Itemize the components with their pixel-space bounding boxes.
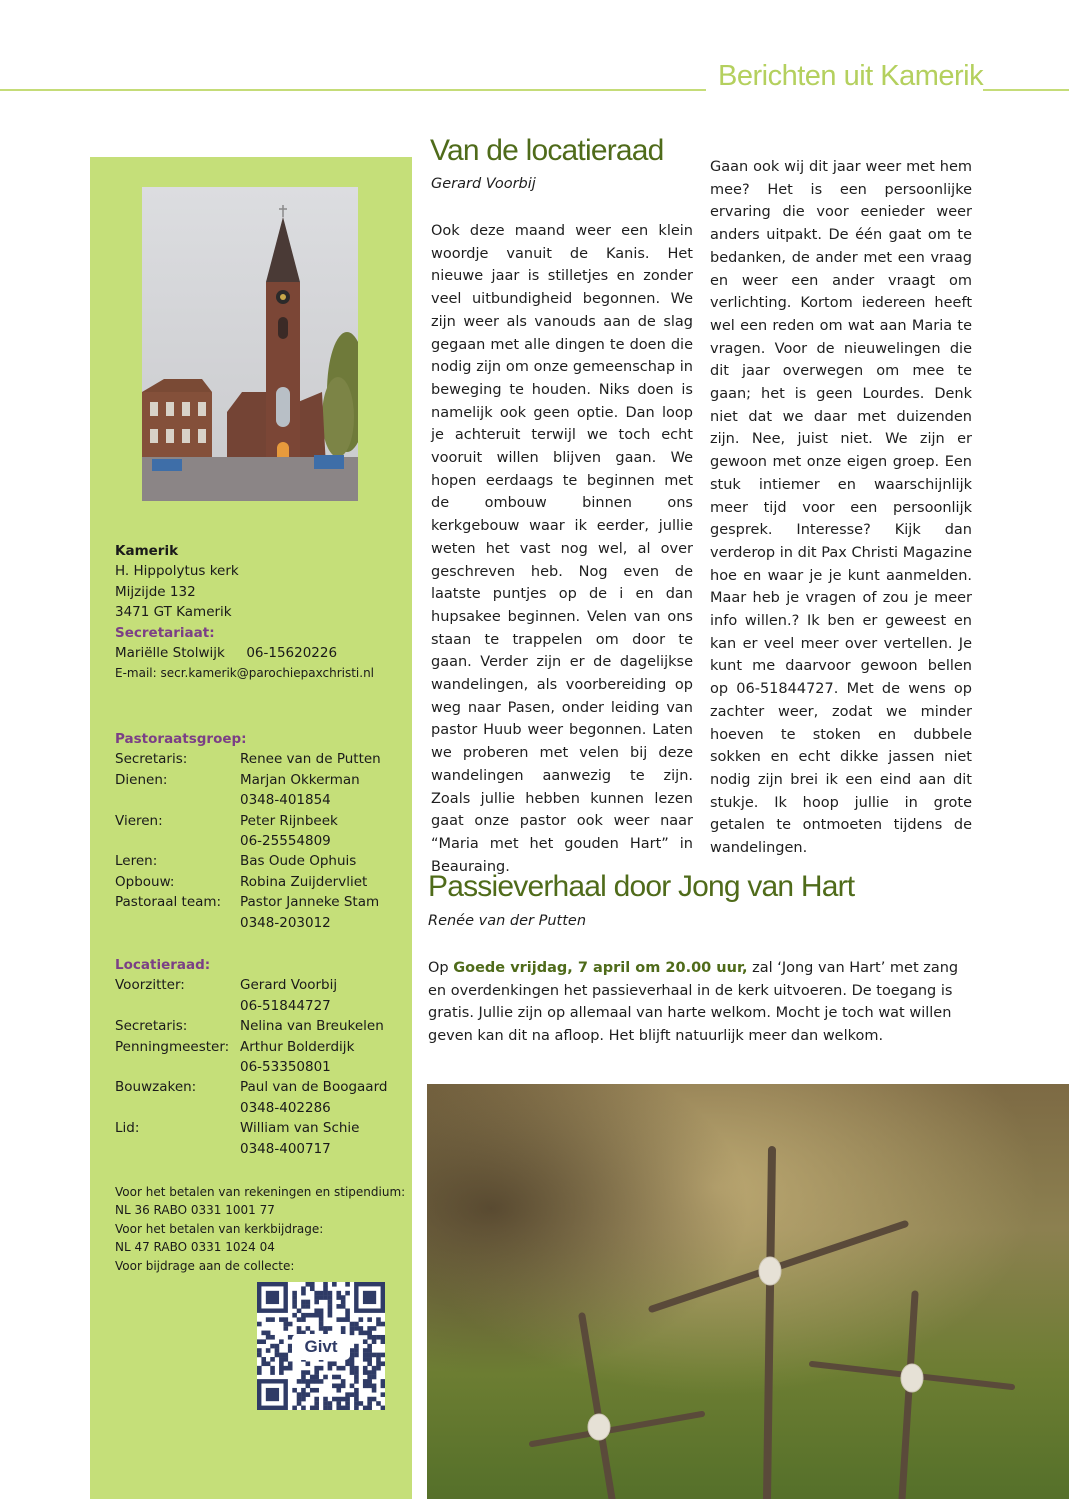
role-value: 0348-400717 — [240, 1140, 331, 1157]
article2-author: Renée van der Putten — [428, 913, 587, 929]
locatieraad-block — [115, 955, 420, 1159]
role-label: Secretaris: — [115, 1018, 188, 1035]
header-rule-left — [0, 89, 706, 91]
role-label: Voorzitter: — [115, 977, 185, 994]
role-label — [115, 831, 240, 851]
role-value: 0348-203012 — [240, 914, 331, 931]
role-label: Pastoraal team: — [115, 894, 222, 911]
article2-intro: Op — [428, 960, 454, 976]
article1-column1: Ook deze maand weer een klein woordje vanuit de Kanis. Het nieuwe jaar is stilletjes en zonder veel uitbundigheid begonnen. We zijn weer als vanouds aan de slag gegaan met alle dingen te doen die nodig zijn om onze gemeenschap in beweging te houden. Niks doen is namelijk ook geen optie. Dan loop je achteruit terwijl we toch echt vooruit willen blijven gaan. We hopen eerdaags te beginnen met de ombouw binnen ons kerkgebouw waar ik eerder, jullie weten het vast nog wel, al over geschreven heb. Nog even de laatste puntjes op de i en dan hupsakee beginnen. Velen van ons staan te trappelen om door te gaan. Verder zijn er de dagelijkse wandelingen, als voorbereiding op weg naar Pasen, onder leiding van pastor Huub weer begonnen. Laten we proberen met velen bij deze wandelingen aanwezig te zijn. Zoals jullie hebben kunnen lezen gaat onze pastor ook weer naar “Maria met het gouden Hart” in Beauraing. — [431, 223, 693, 875]
role-label: Bouwzaken: — [115, 1079, 197, 1096]
crosses-photo — [427, 1084, 1069, 1499]
role-label: Opbouw: — [115, 873, 175, 890]
header-rule-right — [983, 89, 1069, 91]
role-value: Renee van de Putten — [240, 751, 381, 768]
payment-line: Voor bijdrage aan de collecte: — [115, 1258, 295, 1273]
pastoraat-table — [115, 749, 420, 933]
role-value: 06-25554809 — [240, 833, 331, 850]
payment-line: NL 36 RABO 0331 1001 77 — [115, 1203, 275, 1218]
qr-code[interactable] — [257, 1282, 385, 1410]
payment-line: NL 47 RABO 0331 1024 04 — [115, 1240, 275, 1255]
address-line2: 3471 GT Kamerik — [115, 604, 232, 621]
article1-column2: Gaan ook wij dit jaar weer met hem mee? Het is een persoonlijke ervaring die voor eenieder weer anders uitpakt. De één gaat om te bedanken, de ander met een vraag en weer een ander vraagt om verlichting. Kortom iedereen heeft wel een reden om wat aan Maria te vragen. Voor de nieuwelingen die dit jaar overwegen om mee te gaan; het is geen Lourdes. Denk niet dat we daar met duizenden zijn. Nee, juist niet. We zijn er gewoon met onze eigen groep. Een stuk intiemer en waarschijnlijk meer tijd voor een persoonlijk gesprek. Interesse? Kijk dan verderop in dit Pax Christi Magazine hoe en waar je je kunt aanmelden. Maar heb je vragen of zou je meer info willen.? Ik ben er geweest en kan er veel meer over vertellen. Je kunt me daarvoor gewoon bellen op 06-51844727. Met de wens op zachter weer, zodat we minder hoeven te stoken en dubbele sokken en echt dikke jassen niet nodig zijn brei ik een eind aan dit stukje. Ik hoop jullie in grote getalen te ontmoeten tijdens de wandelingen. — [710, 159, 972, 857]
email-line[interactable]: E-mail: secr.kamerik@parochiepaxchristi.nl — [115, 666, 375, 681]
church-photo — [142, 187, 358, 501]
address-line1: Mijzijde 132 — [115, 583, 196, 600]
article1-author: Gerard Voorbij — [431, 176, 536, 192]
article1-title: Van de locatieraad — [430, 134, 664, 167]
role-value: Gerard Voorbij — [240, 977, 338, 994]
contact-block — [115, 541, 374, 684]
role-value: 0348-401854 — [240, 792, 331, 809]
role-label — [115, 1098, 240, 1118]
role-value: William van Schie — [240, 1120, 360, 1137]
role-label: Vieren: — [115, 812, 163, 829]
secretariaat-heading: Secretariaat: — [115, 624, 215, 641]
role-value: Nelina van Breukelen — [240, 1018, 384, 1035]
section-title: Berichten uit Kamerik — [718, 60, 984, 92]
role-value: Arthur Bolderdijk — [240, 1038, 355, 1055]
article2-body — [428, 957, 973, 1047]
role-label: Dienen: — [115, 771, 168, 788]
role-label — [115, 996, 240, 1016]
role-value: Bas Oude Ophuis — [240, 853, 357, 870]
role-label — [115, 1057, 240, 1077]
role-label: Secretaris: — [115, 751, 188, 768]
location-name: Kamerik — [115, 543, 179, 559]
payment-line: Voor het betalen van kerkbijdrage: — [115, 1221, 324, 1236]
role-value: 06-51844727 — [240, 997, 331, 1014]
locatieraad-table — [115, 975, 420, 1159]
church-name: H. Hippolytus kerk — [115, 563, 239, 580]
role-label — [115, 913, 240, 933]
pastoraat-heading: Pastoraatsgroep: — [115, 731, 247, 747]
secretariaat-contact: Mariëlle Stolwijk 06-15620226 — [115, 645, 338, 662]
pastoraat-block — [115, 729, 420, 933]
article2-title: Passieverhaal door Jong van Hart — [428, 870, 855, 903]
role-label: Penningmeester: — [115, 1038, 230, 1055]
article2-body-text: zal ‘Jong van Hart’ met zang en overdenkingen het passieverhaal in de kerk uitvoeren. De toegang is gratis. Jullie zijn op allemaal van harte welkom. Mocht je toch wat willen geven kan dit na afloop. Het blijft natuurlijk meer dan welkom. — [428, 960, 959, 1044]
event-date-highlight: Goede vrijdag, 7 april om 20.00 uur, — [453, 960, 748, 976]
contact-sidebar — [90, 157, 412, 1499]
payment-line: Voor het betalen van rekeningen en stipendium: — [115, 1185, 406, 1199]
givt-logo: Givt — [292, 1334, 350, 1360]
role-label — [115, 1139, 240, 1159]
role-label: Lid: — [115, 1120, 140, 1137]
role-value: 06-53350801 — [240, 1059, 331, 1076]
role-value: Pastor Janneke Stam — [240, 894, 380, 911]
role-value: Peter Rijnbeek — [240, 812, 338, 829]
role-value: Paul van de Boogaard — [240, 1079, 388, 1096]
role-value: Robina Zuijdervliet — [240, 873, 368, 890]
role-value: Marjan Okkerman — [240, 771, 360, 788]
role-label — [115, 790, 240, 810]
role-label: Leren: — [115, 853, 158, 870]
role-value: 0348-402286 — [240, 1099, 331, 1116]
locatieraad-heading: Locatieraad: — [115, 957, 211, 973]
payment-info — [115, 1183, 405, 1275]
